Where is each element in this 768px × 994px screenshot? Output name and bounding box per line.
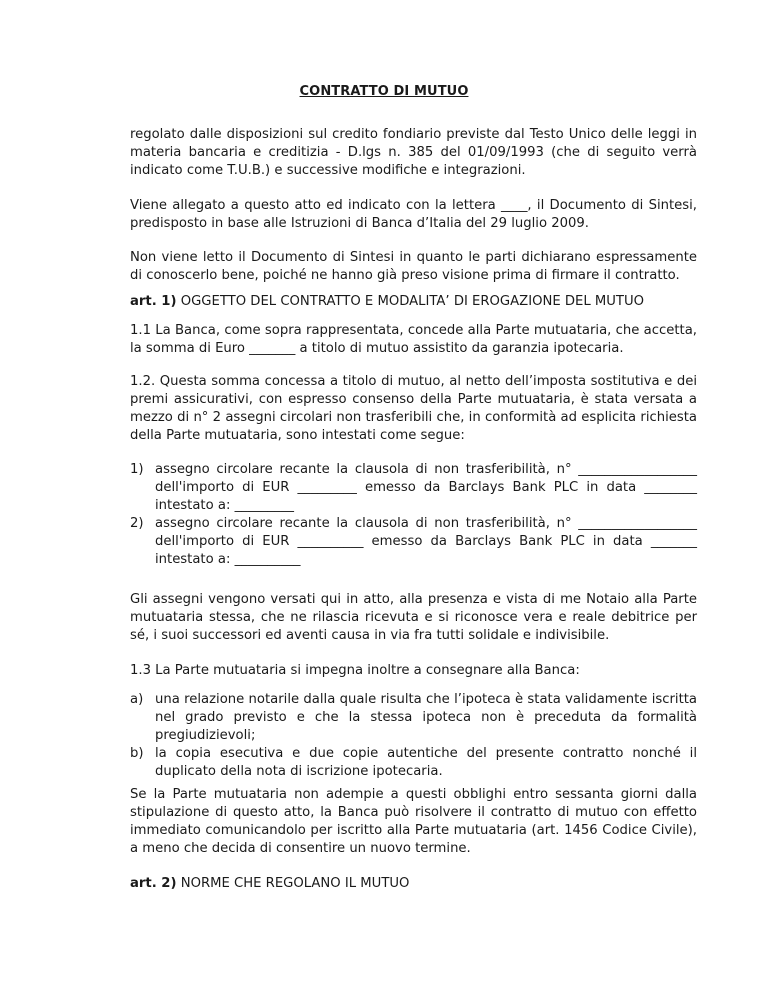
paragraph-1-2: 1.2. Questa somma concessa a titolo di mutuo, al netto dell’imposta sostitutiva e dei premi assicurativi, con espresso consenso della Parte mutuataria, è stata versata a mezzo di n° 2 assegni circolari non trasferibili che, in conformità ad esplicita richiesta della Parte mutuataria, sono intestati come segue: [130,374,697,443]
art1-label: art. 1) [130,294,177,309]
list-item-number: a) [130,692,144,707]
art2-title: NORME CHE REGOLANO IL MUTUO [176,876,410,891]
sessanta-paragraph: Se la Parte mutuataria non adempie a questi obblighi entro sessanta giorni dalla stipulazione di questo atto, la Banca può risolvere il contratto di mutuo con effetto immediato comunicandolo per iscritto alla Parte mutuataria (art. 1456 Codice Civile), a meno che decida di consentire un nuovo termine. [130,787,697,856]
list-item-text: assegno circolare recante la clausola di non trasferibilità, n° __________________ dell'importo di EUR _________ emesso da Barclays Bank PLC in data ________ intestato a: _________ [155,462,697,513]
impegni-list [130,691,697,781]
list-item-number: 1) [130,462,144,477]
assegni-paragraph: Gli assegni vengono versati qui in atto, alla presenza e vista di me Notaio alla Parte mutuataria stessa, che ne rilascia ricevuta e si riconosce vera e reale debitrice per sé, i suoi successori ed aventi causa in via fra tutti solidale e indivisibile. [130,592,697,643]
list-item [130,691,697,745]
allegato-paragraph: Viene allegato a questo atto ed indicato con la lettera ____, il Documento di Sintesi, predisposto in base alle Istruzioni di Banca d’Italia del 29 luglio 2009. [130,198,697,231]
list-item-number: b) [130,746,144,761]
list-item-number: 2) [130,516,144,531]
art2-label: art. 2) [130,876,177,891]
list-item-text: la copia esecutiva e due copie autentiche del presente contratto nonché il duplicato della nota di iscrizione ipotecaria. [155,746,697,779]
art2-heading [130,875,697,893]
list-item [130,745,697,781]
art1-title: OGGETTO DEL CONTRATTO E MODALITA’ DI EROGAZIONE DEL MUTUO [176,294,645,309]
assegni-list [130,461,697,569]
paragraph-1-3: 1.3 La Parte mutuataria si impegna inoltre a consegnare alla Banca: [130,663,580,678]
intro-paragraph: regolato dalle disposizioni sul credito fondiario previste dal Testo Unico delle leggi in materia bancaria e creditizia - D.lgs n. 385 del 01/09/1993 (che di seguito verrà indicato come T.U.B.) e successive modifiche e integrazioni. [130,127,697,178]
list-item-text: assegno circolare recante la clausola di non trasferibilità, n° __________________ dell'importo di EUR __________ emesso da Barclays Bank PLC in data _______ intestato a: __________ [155,516,697,567]
list-item-text: una relazione notarile dalla quale risulta che l’ipoteca è stata validamente iscritta nel grado previsto e che la stessa ipoteca non è preceduta da formalità pregiudizievoli; [155,692,697,743]
document-title: CONTRATTO DI MUTUO [299,84,469,99]
list-item [130,515,697,569]
non-letto-paragraph: Non viene letto il Documento di Sintesi in quanto le parti dichiarano espressamente di conoscerlo bene, poiché ne hanno già preso visione prima di firmare il contratto. [130,250,697,283]
list-item [130,461,697,515]
art1-heading [130,293,697,311]
paragraph-1-1: 1.1 La Banca, come sopra rappresentata, concede alla Parte mutuataria, che accetta, la somma di Euro _______ a titolo di mutuo assistito da garanzia ipotecaria. [130,323,697,356]
